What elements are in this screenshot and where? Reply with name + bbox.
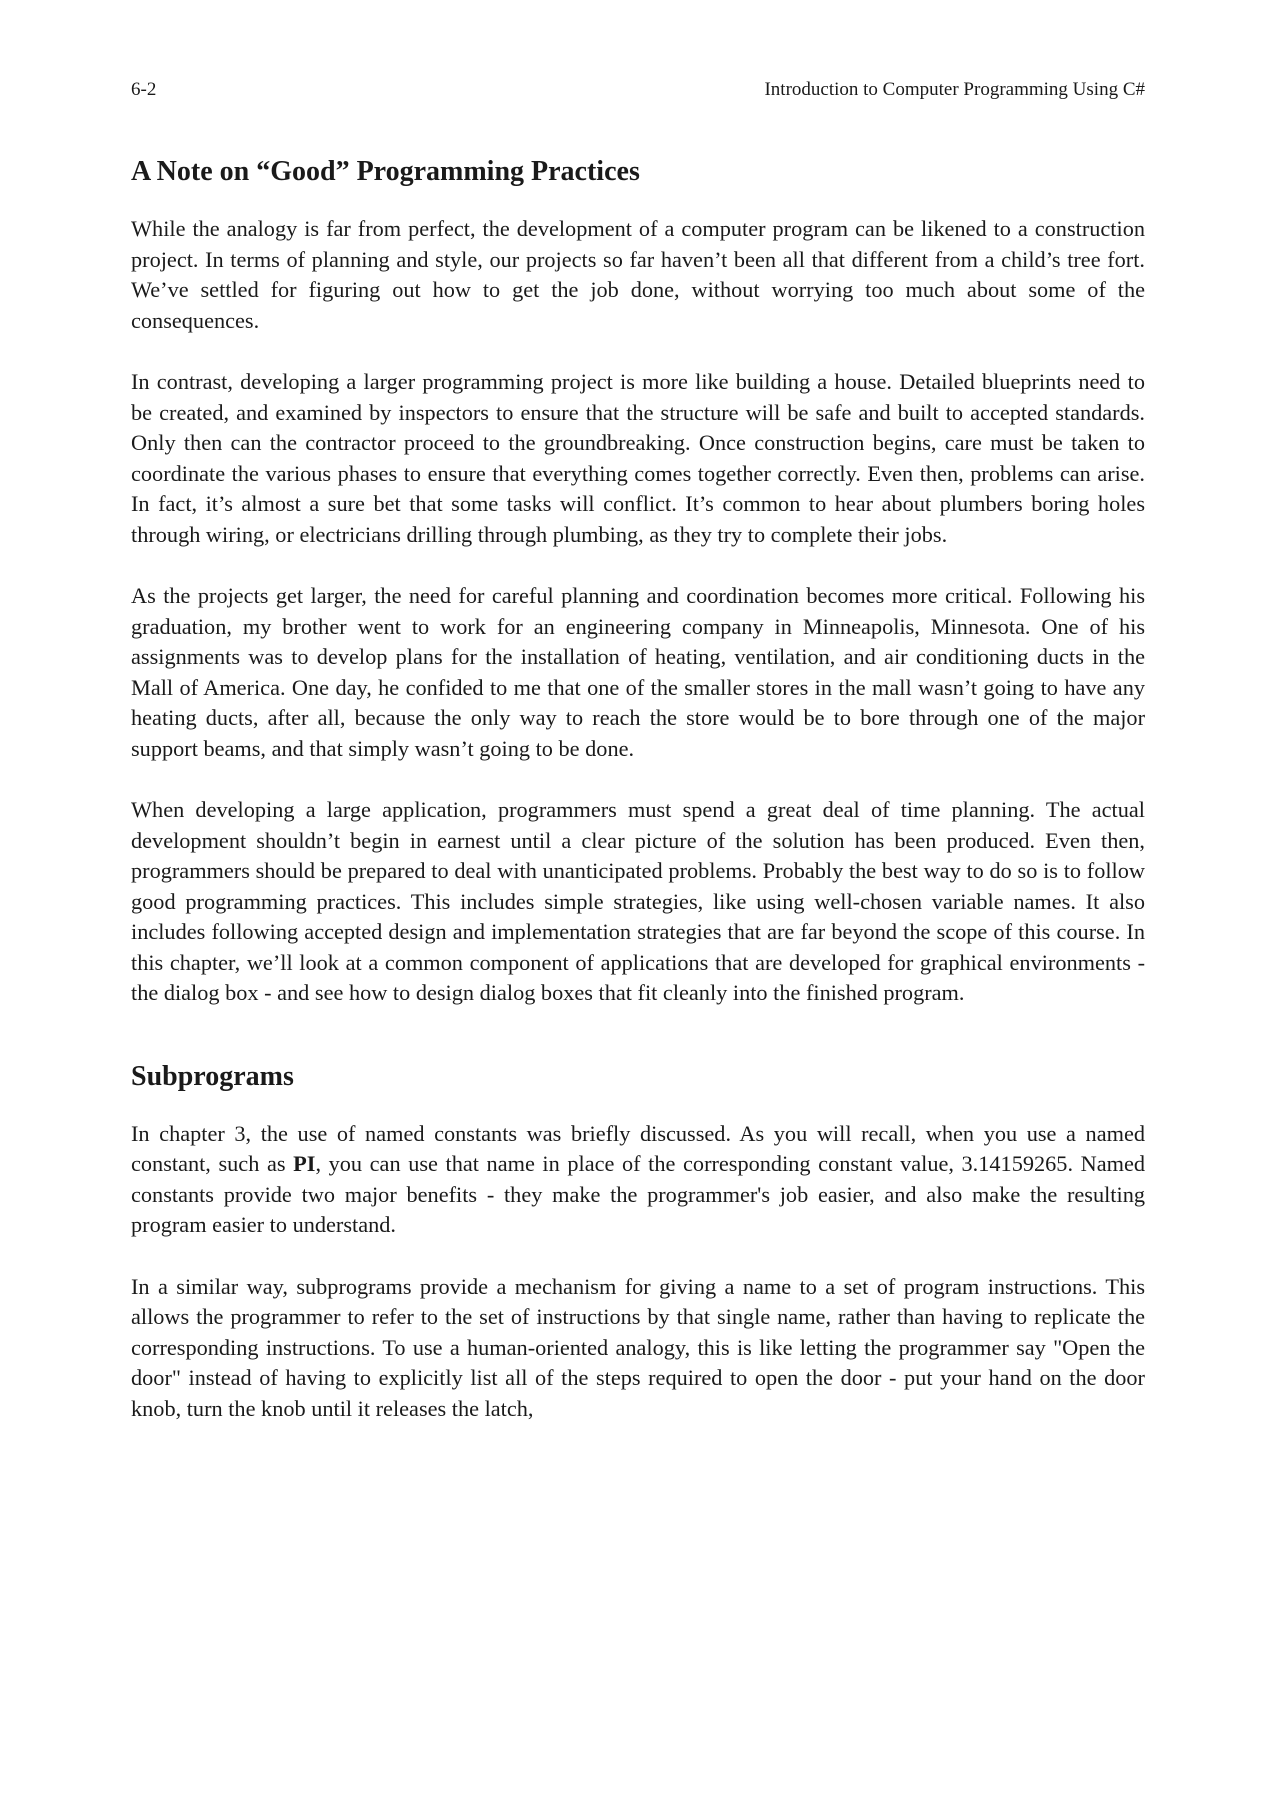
paragraph: When developing a large application, programmers must spend a great deal of time planning. The actual development shouldn’t begin in earnest until a clear picture of the solution has been produced. Even then, programmers should be prepared to deal with unanticipated problems. Probably the best way to do so is to follow good programming practices. This includes simple strategies, like using well-chosen variable names. It also includes following accepted design and implementation strategies that are far beyond the scope of this course. In this chapter, we’ll look at a common component of applications that are developed for graphical environments - the dialog box - and see how to design dialog boxes that fit cleanly into the finished program. xyxy=(131,797,1145,1005)
paragraph: In a similar way, subprograms provide a mechanism for giving a name to a set of program instructions. This allows the programmer to refer to the set of instructions by that single name, rather than having to replicate the corresponding instructions. To use a human-oriented analogy, this is like letting the programmer say "Open the door" instead of having to explicitly list all of the steps required to open the door - put your hand on the door knob, turn the knob until it releases the latch, xyxy=(131,1273,1145,1421)
page-number: 6-2 xyxy=(131,79,157,100)
paragraph-text: In chapter 3, the use of named constants was briefly discussed. As you will recall, when you use a named constant, such as xyxy=(131,1120,1145,1176)
paragraph: As the projects get larger, the need for careful planning and coordination becomes more critical. Following his graduation, my brother went to work for an engineering company in Minneapolis, Minnesota. One of his assignments was to develop plans for the installation of heating, ventilation, and air conditioning ducts in the Mall of America. One day, he confided to me that one of the smaller stores in the mall wasn’t going to have any heating ducts, after all, because the only way to reach the store would be to bore through one of the major support beams, and that simply wasn’t going to be done. xyxy=(131,583,1145,761)
page-content xyxy=(131,155,1145,1455)
paragraph: In contrast, developing a larger programming project is more like building a house. Detailed blueprints need to be created, and examined by inspectors to ensure that the structure will be safe and built to accepted standards. Only then can the contractor proceed to the groundbreaking. Once construction begins, care must be taken to coordinate the various phases to ensure that everything comes together correctly. Even then, problems can arise. In fact, it’s almost a sure bet that some tasks will conflict. It’s common to hear about plumbers boring holes through wiring, or electricians drilling through plumbing, as they try to complete their jobs. xyxy=(131,369,1145,547)
book-title: Introduction to Computer Programming Using C# xyxy=(764,79,1145,100)
paragraph xyxy=(131,1119,1145,1241)
paragraph: While the analogy is far from perfect, the development of a computer program can be likened to a construction project. In terms of planning and style, our projects so far haven’t been all that different from a child’s tree fort. We’ve settled for figuring out how to get the job done, without worrying too much about some of the consequences. xyxy=(131,216,1145,333)
code-term-pi: PI xyxy=(293,1151,316,1176)
paragraph-text: , you can use that name in place of the corresponding constant value, 3.14159265. Named constants provide two major benefits - they make the programmer's job easier, and also make the resulting program easier to understand. xyxy=(131,1151,1146,1237)
section-title-good-practices: A Note on “Good” Programming Practices xyxy=(131,156,640,187)
section-title-subprograms: Subprograms xyxy=(131,1060,294,1092)
